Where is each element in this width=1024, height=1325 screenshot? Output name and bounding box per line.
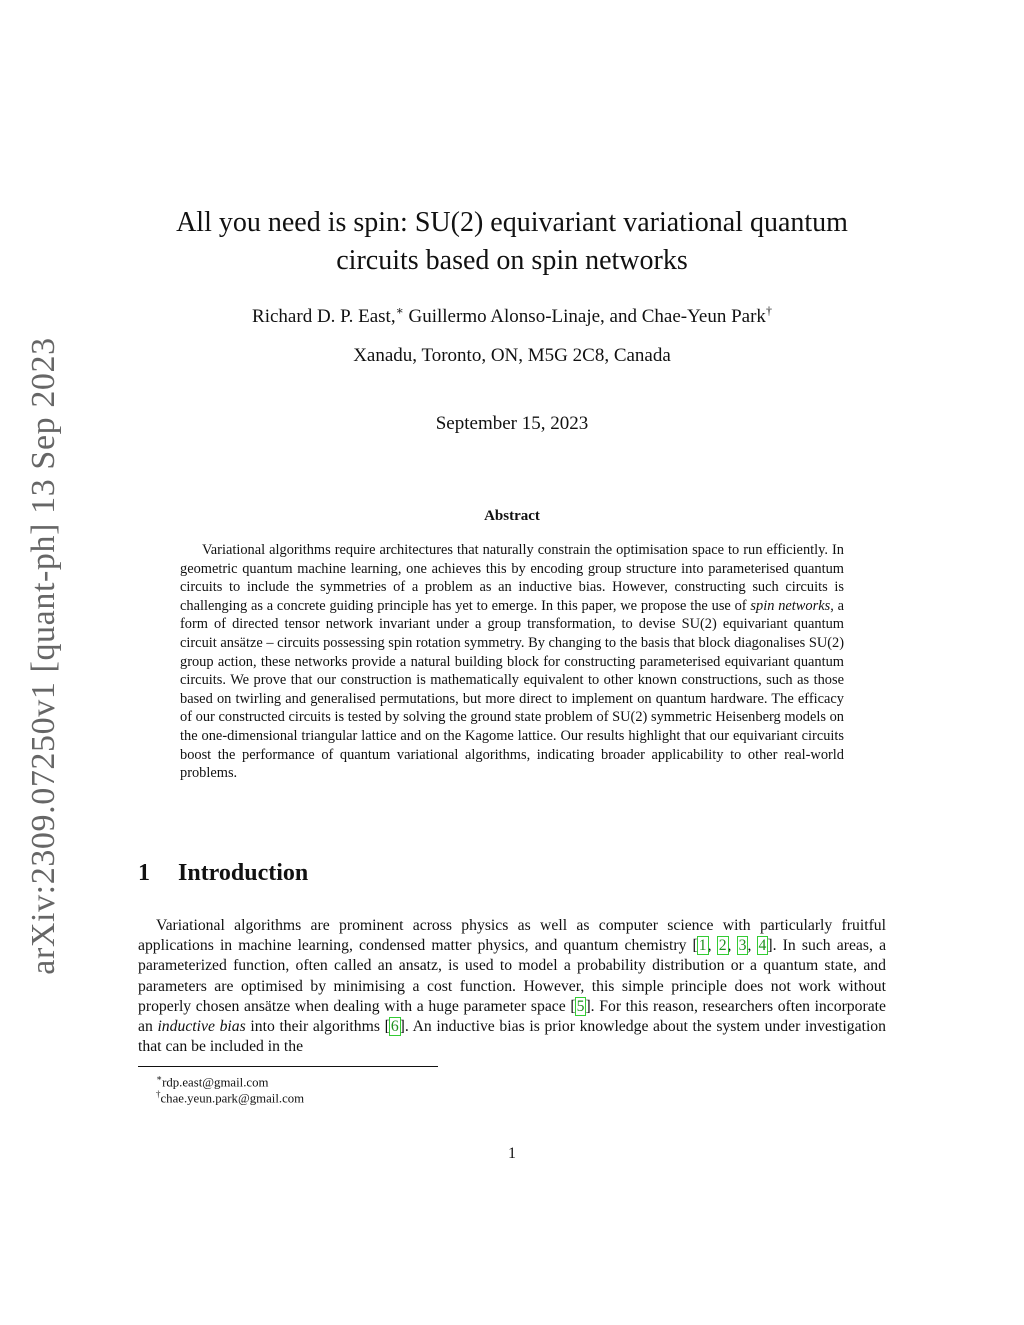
abstract-emphasis: spin networks: [750, 597, 831, 614]
footnote-rule: [138, 1066, 438, 1067]
citation-link[interactable]: 6: [390, 1018, 399, 1036]
title-line-2: circuits based on spin networks: [336, 245, 688, 276]
intro-text-4: into their algorithms [: [245, 1018, 390, 1036]
section-heading: [138, 857, 638, 889]
affiliation: Xanadu, Toronto, ON, M5G 2C8, Canada: [353, 345, 671, 366]
title-line-1: All you need is spin: SU(2) equivariant variational quantum: [176, 207, 848, 238]
author-others: Guillermo Alonso-Linaje, and Chae-Yeun Park: [408, 306, 766, 327]
citation-link[interactable]: 1: [698, 937, 707, 955]
footnote-email: rdp.east@gmail.com: [162, 1075, 269, 1090]
intro-text-2: ]. In such areas, a parameterized function, often called an ansatz, is used to model a probability distribution or a quantum state, and parameters are optimised by minimising a cost function. However, this simple principle does not work without properly chosen ansätze when dealing with a huge parameter space [: [138, 937, 887, 1015]
author-list: [120, 304, 904, 330]
section-number: 1: [138, 860, 150, 886]
footnote-mark: †: [156, 1089, 161, 1099]
arxiv-identifier: arXiv:2309.07250v1 [quant-ph] 13 Sep 2023: [25, 337, 62, 975]
introduction-paragraph: [138, 916, 886, 1057]
intro-text-3: ]. For this reason, researchers often incorporate an: [138, 997, 887, 1036]
author-park-footnote-mark[interactable]: †: [765, 303, 772, 318]
abstract-text-2: , a form of directed tensor network invariant under a group transformation, to devise SU(2) equivariant quantum circuit ansätze – circuits possessing spin rotation symmetry. By changing to the basis that block diagonalises SU(2) group action, these networks provide a natural building block for constructing parameterised equivariant quantum circuits. We prove that our construction is mathematically equivalent to other known constructions, such as those based on twirling and generalised permutations, but more direct to implement on quantum hardware. The efficacy of our constructed circuits is tested by solving the ground state problem of SU(2) symmetric Heisenberg models on the one-dimensional triangular lattice and on the Kagome lattice. Our results highlight that our equivariant circuits boost the performance of quantum variational algorithms, indicating broader applicability to other real-world problems.: [180, 597, 844, 782]
author-east: Richard D. P. East,: [252, 306, 396, 327]
citation-link[interactable]: 5: [576, 997, 585, 1015]
intro-text-1: Variational algorithms are prominent across physics as well as computer science with particularly fruitful applications in machine learning, condensed matter physics, and quantum chemistry [: [138, 917, 886, 955]
paper-title: [120, 204, 904, 280]
citation-separator: ,: [727, 937, 738, 955]
footnote-park: [156, 1086, 304, 1106]
intro-emphasis: inductive bias: [157, 1018, 246, 1036]
publication-date: September 15, 2023: [435, 413, 589, 434]
footnote-email: chae.yeun.park@gmail.com: [160, 1091, 305, 1106]
citation-link[interactable]: 3: [738, 937, 747, 955]
abstract-text-1: Variational algorithms require architectures that naturally constrain the optimisation space to run efficiently. In geometric quantum machine learning, one achieves this by encoding group structure into parameterised quantum circuits to include the symmetries of a problem as an inductive bias. However, constructing such circuits is challenging as a concrete guiding principle has yet to emerge. In this paper, we propose the use of: [180, 542, 844, 614]
abstract-body: [180, 541, 844, 783]
citation-link[interactable]: 2: [718, 937, 727, 955]
author-east-footnote-mark[interactable]: ∗: [395, 303, 404, 318]
citation-separator: ,: [747, 937, 758, 955]
section-title: Introduction: [178, 860, 309, 886]
abstract-heading: Abstract: [484, 508, 540, 524]
intro-text-5: ]. An inductive bias is prior knowledge about the system under investigation that can be included in the: [138, 1018, 886, 1056]
footnote-mark: ∗: [156, 1073, 163, 1083]
citation-link[interactable]: 4: [758, 937, 767, 955]
citation-separator: ,: [707, 937, 718, 955]
page-number: 1: [508, 1145, 516, 1162]
